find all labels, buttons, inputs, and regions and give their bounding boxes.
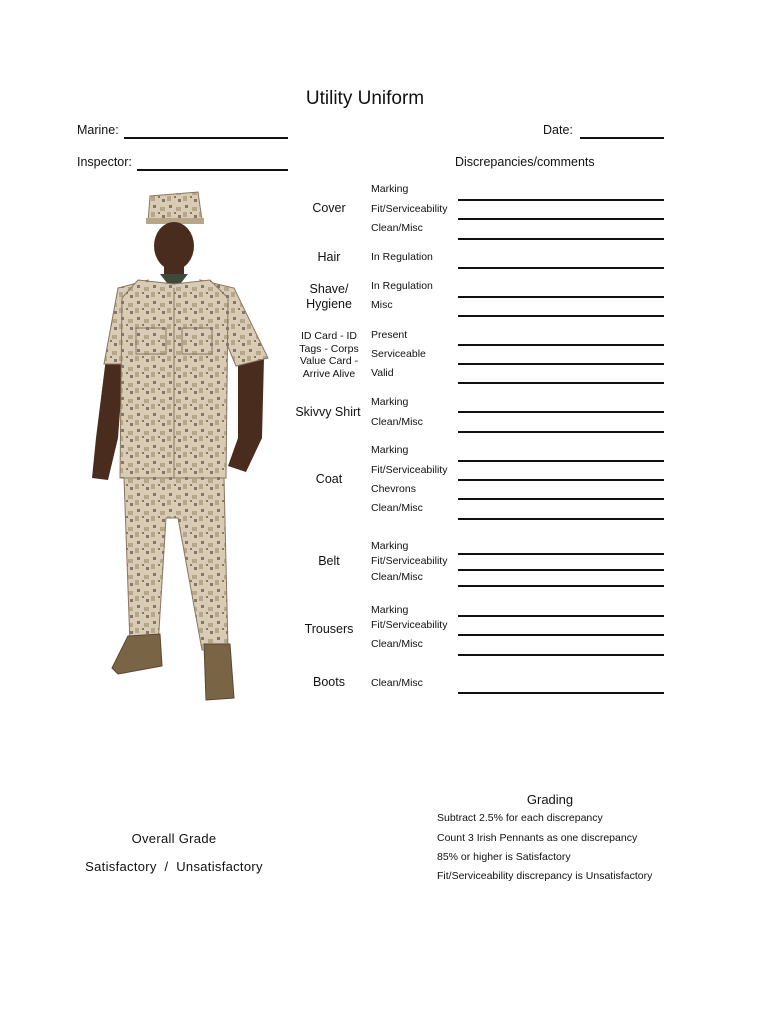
grading-rule: Count 3 Irish Pennants as one discrepancy: [437, 832, 638, 844]
form-title: Utility Uniform: [305, 88, 425, 109]
category-hair: Hair: [317, 250, 341, 264]
item-coat-fit: Fit/Serviceability: [371, 464, 448, 476]
category-boots: Boots: [313, 675, 345, 689]
date-field[interactable]: [580, 137, 664, 139]
item-shave-misc: Misc: [371, 299, 393, 311]
discrepancy-line[interactable]: [458, 199, 664, 201]
discrepancy-line[interactable]: [458, 382, 664, 384]
discrepancy-line[interactable]: [458, 615, 664, 617]
category-id-card: ID Card - ID Tags - Corps Value Card - Arrive Alive: [299, 330, 359, 380]
item-coat-clean: Clean/Misc: [371, 502, 423, 514]
discrepancy-line[interactable]: [458, 315, 664, 317]
item-hair-regulation: In Regulation: [371, 251, 433, 263]
marine-field[interactable]: [124, 137, 288, 139]
grading-title: Grading: [526, 792, 574, 807]
category-belt: Belt: [318, 554, 340, 568]
item-boots-clean: Clean/Misc: [371, 677, 423, 689]
discrepancy-line[interactable]: [458, 553, 664, 555]
marine-illustration: [78, 188, 278, 708]
category-shave-hygiene: Shave/ Hygiene: [306, 282, 352, 311]
discrepancy-line[interactable]: [458, 238, 664, 240]
discrepancy-line[interactable]: [458, 569, 664, 571]
discrepancy-line[interactable]: [458, 411, 664, 413]
discrepancy-line[interactable]: [458, 479, 664, 481]
category-coat: Coat: [315, 472, 343, 486]
date-label: Date:: [543, 123, 573, 137]
item-trousers-marking: Marking: [371, 604, 409, 616]
grading-rule: Subtract 2.5% for each discrepancy: [437, 812, 603, 824]
item-cover-marking: Marking: [371, 183, 409, 195]
grading-rule: Fit/Serviceability discrepancy is Unsatisfactory: [437, 870, 653, 882]
category-trousers: Trousers: [304, 622, 354, 636]
discrepancy-line[interactable]: [458, 344, 664, 346]
inspector-label: Inspector:: [77, 155, 132, 169]
category-skivvy-shirt: Skivvy Shirt: [295, 405, 361, 419]
item-id-valid: Valid: [371, 367, 394, 379]
overall-grade-options[interactable]: Satisfactory / Unsatisfactory: [85, 859, 263, 874]
discrepancy-line[interactable]: [458, 363, 664, 365]
category-cover: Cover: [312, 201, 346, 215]
discrepancy-line[interactable]: [458, 296, 664, 298]
item-shave-regulation: In Regulation: [371, 280, 433, 292]
inspector-field[interactable]: [137, 169, 288, 171]
item-trousers-clean: Clean/Misc: [371, 638, 423, 650]
discrepancy-line[interactable]: [458, 431, 664, 433]
discrepancy-line[interactable]: [458, 692, 664, 694]
item-belt-marking: Marking: [371, 540, 409, 552]
item-cover-clean: Clean/Misc: [371, 222, 423, 234]
grading-rule: 85% or higher is Satisfactory: [437, 851, 571, 863]
discrepancy-line[interactable]: [458, 460, 664, 462]
item-belt-clean: Clean/Misc: [371, 571, 423, 583]
item-id-serviceable: Serviceable: [371, 348, 426, 360]
item-skivvy-clean: Clean/Misc: [371, 416, 423, 428]
marine-label: Marine:: [77, 123, 119, 137]
item-id-present: Present: [371, 329, 408, 341]
overall-grade-title: Overall Grade: [131, 831, 217, 846]
item-cover-fit: Fit/Serviceability: [371, 203, 448, 215]
discrepancy-line[interactable]: [458, 585, 664, 587]
item-belt-fit: Fit/Serviceability: [371, 555, 448, 567]
item-skivvy-marking: Marking: [371, 396, 409, 408]
discrepancy-line[interactable]: [458, 654, 664, 656]
discrepancy-line[interactable]: [458, 518, 664, 520]
item-trousers-fit: Fit/Serviceability: [371, 619, 448, 631]
item-coat-marking: Marking: [371, 444, 409, 456]
discrepancies-header: Discrepancies/comments: [455, 155, 595, 169]
discrepancy-line[interactable]: [458, 267, 664, 269]
discrepancy-line[interactable]: [458, 634, 664, 636]
discrepancy-line[interactable]: [458, 218, 664, 220]
item-coat-chevrons: Chevrons: [371, 483, 416, 495]
discrepancy-line[interactable]: [458, 498, 664, 500]
